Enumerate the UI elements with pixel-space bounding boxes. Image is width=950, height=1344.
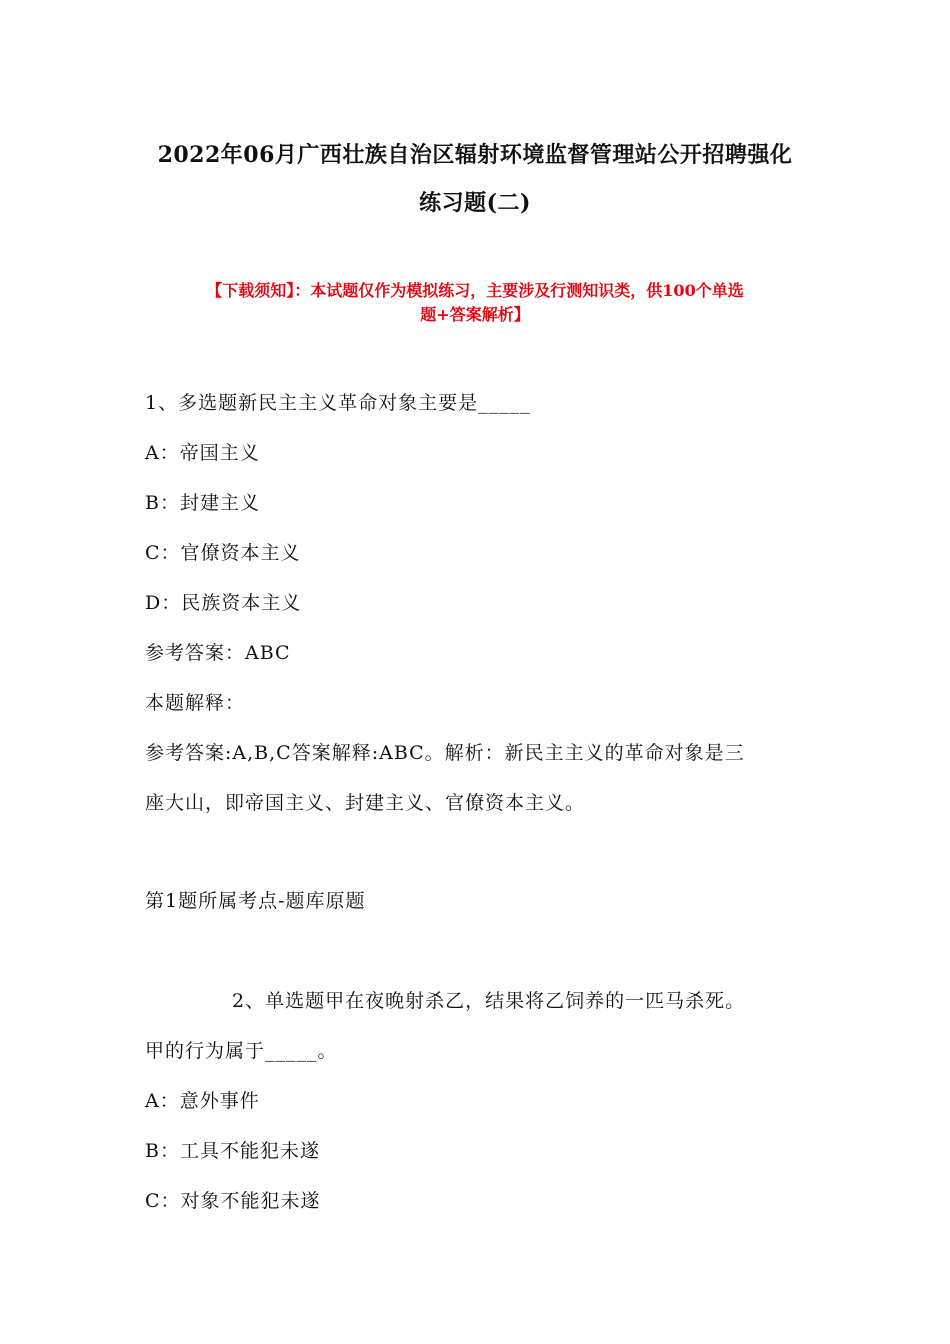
question-1-explanation-line2: 座大山，即帝国主义、封建主义、官僚资本主义。 xyxy=(145,792,586,814)
question-1-explanation-line1: 参考答案:A,B,C答案解释:ABC。解析：新民主主义的革命对象是三 xyxy=(145,742,745,764)
question-1-stem: 1、多选题新民主主义革命对象主要是_____ xyxy=(145,392,531,414)
document-title-line1: 2022年06月广西壮族自治区辐射环境监督管理站公开招聘强化 xyxy=(157,142,793,168)
download-notice-line1: 【下载须知】：本试题仅作为模拟练习，主要涉及行测知识类，供100个单选 xyxy=(206,281,744,300)
question-2-option-a: A：意外事件 xyxy=(145,1090,260,1112)
download-notice-line2: 题+答案解析】 xyxy=(420,305,530,324)
question-1-explanation-label: 本题解释： xyxy=(145,692,246,714)
question-1-option-c: C：官僚资本主义 xyxy=(145,542,301,564)
question-2-option-c: C：对象不能犯未遂 xyxy=(145,1190,321,1212)
question-1-option-a: A：帝国主义 xyxy=(145,442,260,464)
question-1-answer: 参考答案：ABC xyxy=(145,642,291,664)
document-title-line2: 练习题(二) xyxy=(419,190,531,216)
question-1-option-d: D：民族资本主义 xyxy=(145,592,302,614)
question-2-stem-line1: 2、单选题甲在夜晚射杀乙，结果将乙饲养的一匹马杀死。 xyxy=(232,990,746,1012)
question-1-option-b: B：封建主义 xyxy=(145,492,260,514)
question-2-option-b: B：工具不能犯未遂 xyxy=(145,1140,320,1162)
question-2-stem-line2: 甲的行为属于_____。 xyxy=(145,1040,338,1062)
question-1-source: 第1题所属考点-题库原题 xyxy=(145,890,366,912)
